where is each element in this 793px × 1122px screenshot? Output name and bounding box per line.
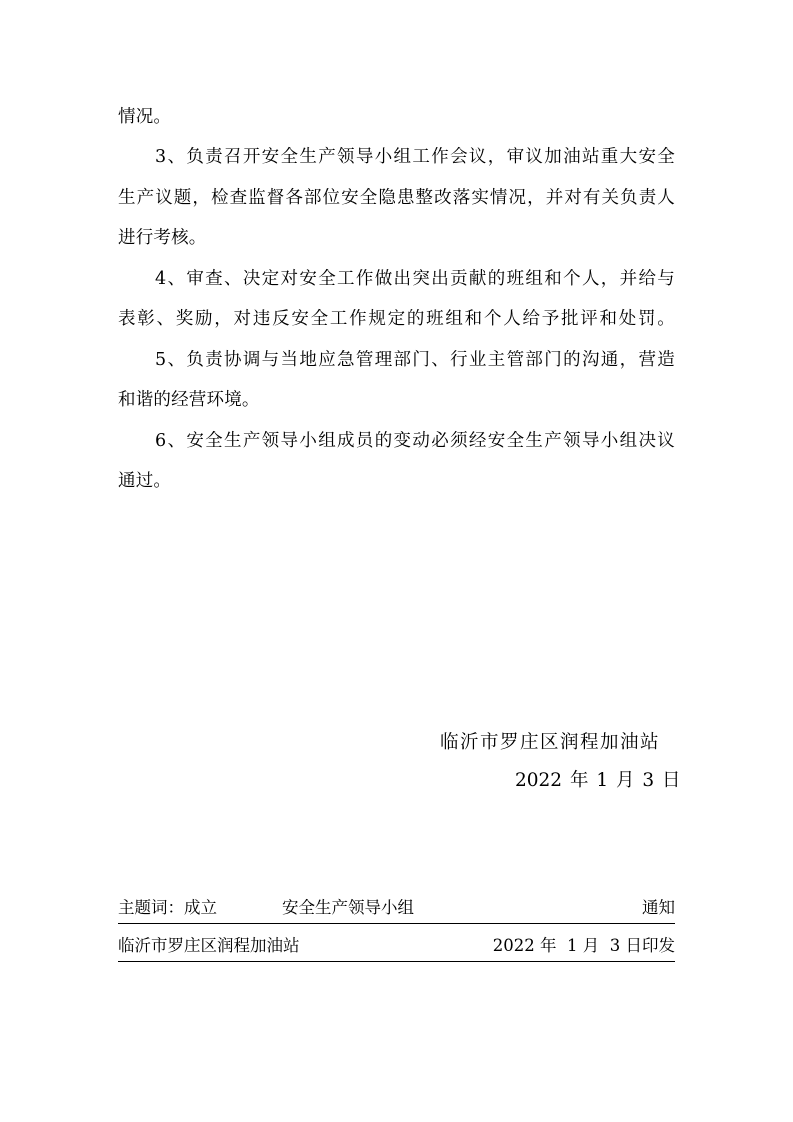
body-line-item-3: 3、负责召开安全生产领导小组工作会议，审议加油站重大安全 (155, 147, 675, 167)
issuer-name: 临沂市罗庄区润程加油站 (118, 936, 300, 955)
body-line-item-5: 5、负责协调与当地应急管理部门、行业主管部门的沟通，营造 (155, 350, 675, 370)
body-line: 通过。 (118, 471, 172, 491)
body-line: 表彰、奖励，对违反安全工作规定的班组和个人给予批评和处罚。 (118, 309, 675, 329)
footer-subject-row (118, 897, 675, 924)
signature-organization: 临沂市罗庄区润程加油站 (440, 732, 661, 753)
body-line: 进行考核。 (118, 228, 207, 248)
body-line-item-4: 4、审查、决定对安全工作做出突出贡献的班组和个人，并给与 (155, 269, 675, 289)
body-line: 情况。 (118, 107, 172, 127)
subject-label: 主题词：成立 (118, 898, 217, 917)
body-line: 和谐的经营环境。 (118, 390, 260, 410)
subject-middle: 安全生产领导小组 (282, 898, 414, 917)
signature-date: 2022 年 1 月 3 日 (515, 770, 681, 791)
footer-issuer-row (118, 935, 675, 962)
body-line-item-6: 6、安全生产领导小组成员的变动必须经安全生产领导小组决议 (155, 431, 675, 451)
subject-end: 通知 (642, 898, 675, 917)
issue-date: 2022 年 1 月 3 日印发 (492, 936, 675, 955)
body-line: 生产议题，检查监督各部位安全隐患整改落实情况，并对有关负责人 (118, 188, 675, 208)
